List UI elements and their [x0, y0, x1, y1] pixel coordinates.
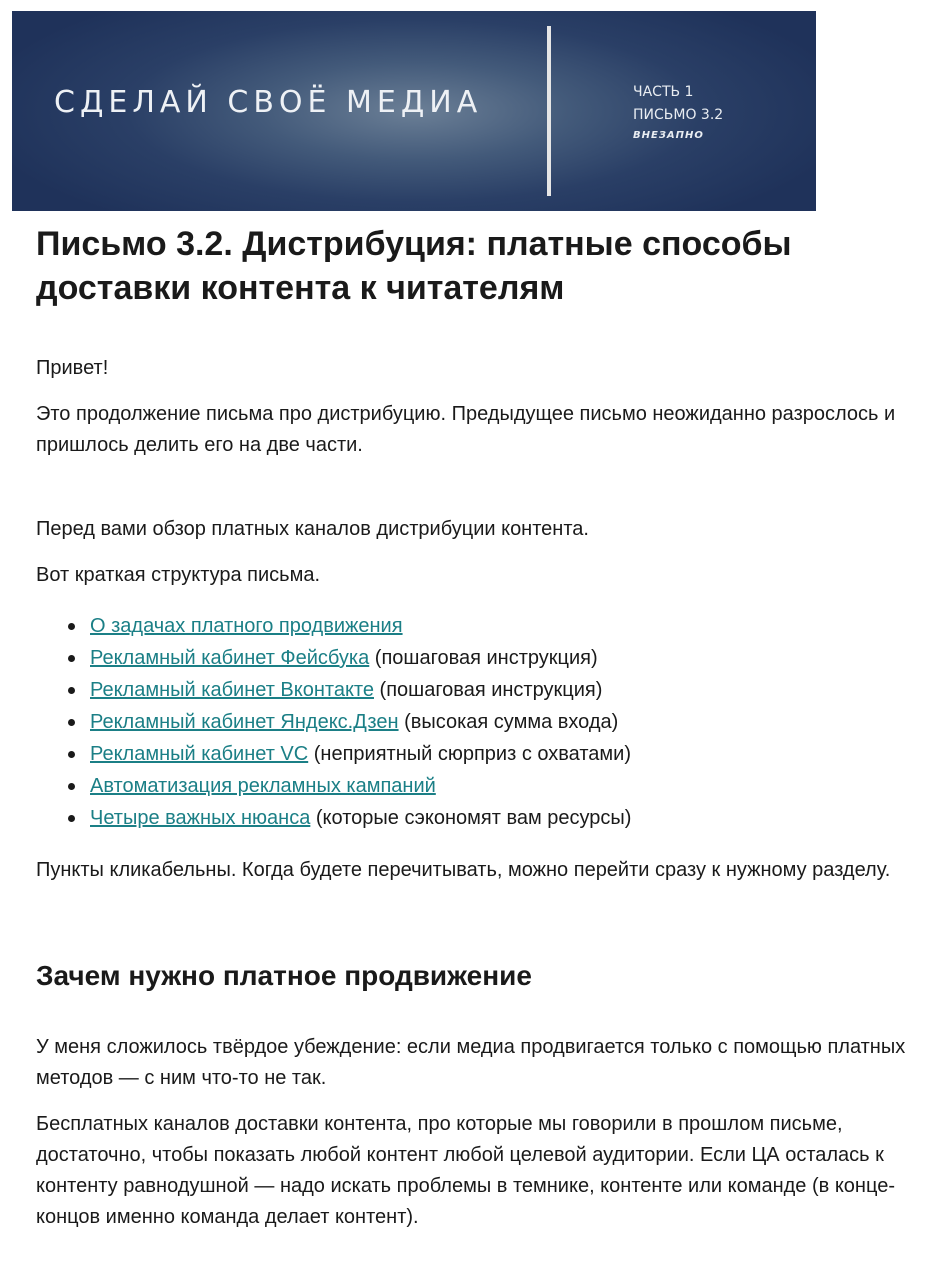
toc-link-yandex-zen[interactable]: Рекламный кабинет Яндекс.Дзен: [90, 711, 399, 733]
toc-link-vkontakte[interactable]: Рекламный кабинет Вконтакте: [90, 679, 374, 701]
bullet-icon: [68, 687, 75, 694]
toc-link-nuances[interactable]: Четыре важных нюанса: [90, 807, 311, 829]
toc-item: [90, 674, 906, 706]
toc-note: (пошаговая инструкция): [369, 647, 598, 669]
article-title: Письмо 3.2. Дистрибуция: платные способы доставки контента к читателям: [36, 225, 792, 307]
toc-item: [90, 802, 906, 834]
clickable-note: Пункты кликабельны. Когда будете перечитывать, можно перейти сразу к нужному разделу.: [36, 859, 891, 881]
bullet-icon: [68, 815, 75, 822]
article-body: [36, 222, 906, 1233]
toc-link-vc[interactable]: Рекламный кабинет VC: [90, 743, 309, 765]
header-banner: [12, 11, 816, 211]
toc-note: (которые сэкономят вам ресурсы): [310, 807, 632, 829]
bullet-icon: [68, 623, 75, 630]
belief-paragraph: У меня сложилось твёрдое убеждение: если медиа продвигается только с помощью платных методов — с ним что-то не так.: [36, 1036, 906, 1089]
toc-link-facebook[interactable]: Рекламный кабинет Фейсбука: [90, 647, 370, 669]
toc-item: [90, 738, 906, 770]
banner-divider: [547, 26, 551, 196]
banner-letter-number: ПИСЬМО 3.2: [633, 107, 724, 123]
greeting-text: Привет!: [36, 357, 109, 379]
toc-item: [90, 770, 906, 802]
toc-item: [90, 706, 906, 738]
free-channels-paragraph: Бесплатных каналов доставки контента, про которые мы говорили в прошлом письме, достаточно, чтобы показать любой контент любой целевой аудитории. Если ЦА осталась к контенту равнодушной — надо искать проблемы в темнике, контенте или команде (в конце-концов именно команда делает контент).: [36, 1113, 895, 1228]
intro-paragraph: Это продолжение письма про дистрибуцию. Предыдущее письмо неожиданно разрослось и пришлось делить его на две части.: [36, 403, 896, 456]
toc-item: [90, 642, 906, 674]
toc-link-automation[interactable]: Автоматизация рекламных кампаний: [90, 775, 436, 797]
toc-note: (неприятный сюрприз с охватами): [308, 743, 632, 765]
banner-tag: ВНЕЗАПНО: [633, 130, 704, 141]
toc-link-paid-promotion[interactable]: О задачах платного продвижения: [90, 615, 403, 637]
bullet-icon: [68, 655, 75, 662]
toc-note: (высокая сумма входа): [398, 711, 619, 733]
structure-intro: Вот краткая структура письма.: [36, 564, 321, 586]
bullet-icon: [68, 719, 75, 726]
toc-note: (пошаговая инструкция): [373, 679, 603, 701]
banner-part: ЧАСТЬ 1: [633, 84, 694, 100]
overview-paragraph: Перед вами обзор платных каналов дистрибуции контента.: [36, 518, 589, 540]
toc-item: [90, 610, 906, 642]
table-of-contents: [36, 610, 906, 834]
bullet-icon: [68, 751, 75, 758]
section-heading: Зачем нужно платное продвижение: [36, 960, 532, 991]
banner-meta: [633, 81, 723, 141]
banner-title: СДЕЛАЙ СВОЁ МЕДИА: [54, 85, 483, 120]
bullet-icon: [68, 783, 75, 790]
